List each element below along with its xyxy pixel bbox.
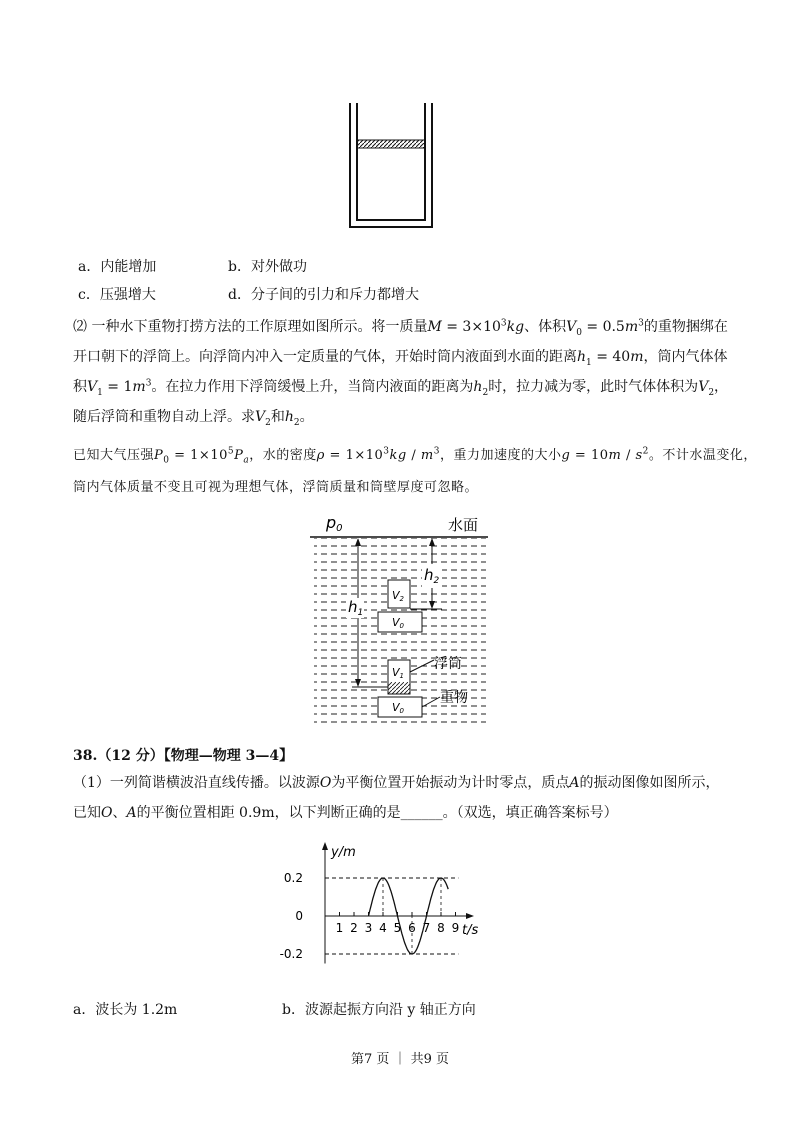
x-tick-label: 1 xyxy=(335,921,344,935)
q38-1-line2: 已知O、A的平衡位置相距 0.9m，以下判断正确的是______。（双选，填正确答案标号） xyxy=(73,805,618,821)
q37-2-line3: 积$V_1 = 1m^3$。在拉力作用下浮筒缓慢上升，当筒内液面的距离为$h_2$时，拉力减为零，此时气体体积为$V_2$， xyxy=(73,378,729,398)
x-tick-label: 7 xyxy=(422,921,431,935)
y-axis-arrow xyxy=(322,842,328,850)
q37-2-text5: ，筒内气体体 xyxy=(643,349,728,365)
x-tick-label: 9 xyxy=(451,921,460,935)
q38-1-line1: （1）一列简谐横波沿直线传播。以波源O为平衡位置开始振动为计时零点，质点A的振动图像如图所示， xyxy=(73,775,720,791)
given-line1: 已知大气压强$P_0 = 1\times 10^5P_a$，水的密度$\rho = 1\times 10^3kg / m^3$，重力加速度的大小$g = 10m / s^2$。不计水温变化， xyxy=(73,446,757,466)
option-c: c．压强增大 xyxy=(78,287,156,303)
q37-2-text4: 开口朝下的浮筒上。向浮筒内冲入一定质量的气体，开始时筒内液面到水面的距离 xyxy=(73,349,577,365)
v0-lower-label: V0 xyxy=(392,701,404,715)
y-tick-label: 0 xyxy=(295,909,303,923)
given-text3: ，重力加速度的大小 xyxy=(439,448,562,463)
q37-2-text11: 和 xyxy=(270,409,285,425)
given-line2: 筒内气体质量不变且可视为理想气体，浮筒质量和筒壁厚度可忽略。 xyxy=(73,480,479,495)
float-v1-water xyxy=(388,682,410,694)
v1-label: V1 xyxy=(392,666,404,680)
option-b: b．对外做功 xyxy=(228,259,307,275)
q37-2-text9: ， xyxy=(714,379,729,395)
x-tick-label: 2 xyxy=(350,921,358,935)
q37-2-text1: 一种水下重物打捞方法的工作原理如图所示。将一质量 xyxy=(87,319,428,335)
q37-2-text10: 随后浮筒和重物自动上浮。求 xyxy=(73,409,255,425)
p0-label: p0 xyxy=(326,513,343,534)
cylinder-walls xyxy=(350,103,432,227)
q38-text3: 的振动图像如图所示， xyxy=(579,775,720,791)
float-label: 浮筒 xyxy=(434,656,462,672)
q38-text5: 、 xyxy=(112,805,127,821)
q38-text4: 已知 xyxy=(73,805,101,821)
v2-label: V2 xyxy=(392,589,404,603)
piston xyxy=(357,140,425,148)
option-a: a．内能增加 xyxy=(78,259,157,275)
q37-2-text12: 。 xyxy=(299,409,314,425)
q37-2-line2: 开口朝下的浮筒上。向浮筒内冲入一定质量的气体，开始时筒内液面到水面的距离$h_1 = 40m$，筒内气体体 xyxy=(73,349,728,368)
h1-label: $h_1$ xyxy=(348,598,364,618)
given-text2: ，水的密度 xyxy=(249,448,317,463)
q38-text1: （1）一列简谐横波沿直线传播。以波源 xyxy=(73,775,320,791)
q38-text6: 的平衡位置相距 0.9m，以下判断正确的是______。（双选，填正确答案标号） xyxy=(136,805,618,821)
q38-header: 38.（12 分）【物理—物理 3—4】 xyxy=(73,748,294,764)
q37-2-text6: 积 xyxy=(73,379,87,395)
weight-label: 重物 xyxy=(440,690,468,706)
y-axis-label: y/m xyxy=(331,845,356,860)
q37-2-text2: 、体积 xyxy=(524,319,567,335)
x-tick-label: 5 xyxy=(393,921,402,935)
q37-2-text8: 时，拉力减为零，此时气体体积为 xyxy=(488,379,699,395)
q37-2-line4: 随后浮筒和重物自动上浮。求$V_2$和$h_2$。 xyxy=(73,409,314,428)
q38-option-b: b．波源起振方向沿 y 轴正方向 xyxy=(282,1002,476,1018)
given-conditions xyxy=(73,440,763,504)
y-tick-label: -0.2 xyxy=(279,947,303,961)
x-axis-label: t/s xyxy=(462,923,479,938)
water-surface-label: 水面 xyxy=(448,516,479,534)
cylinder-figure xyxy=(340,95,440,235)
q38-option-a: a．波长为 1.2m xyxy=(73,1002,178,1018)
x-tick-label: 6 xyxy=(408,921,416,935)
q38-text2: 为平衡位置开始振动为计时零点，质点 xyxy=(331,775,570,791)
question-number: ⑵ xyxy=(73,319,87,335)
given-text4: 。不计水温变化， xyxy=(648,448,757,463)
x-tick-label: 3 xyxy=(364,921,373,935)
q38-1 xyxy=(73,768,773,828)
q37-2-text7: 。在拉力作用下浮筒缓慢上升，当筒内液面的距离为 xyxy=(151,379,474,395)
x-tick-label: 4 xyxy=(379,921,387,935)
y-tick-label: 0.2 xyxy=(283,871,303,885)
vibration-chart xyxy=(279,838,525,978)
q37-2-line1: ⑵ 一种水下重物打捞方法的工作原理如图所示。将一质量$M = 3\times 10^3kg$、体积$V_0 = 0.5m^3$的重物捆绑在 xyxy=(73,318,728,338)
option-d: d．分子间的引力和斥力都增大 xyxy=(228,287,419,303)
given-text1: 已知大气压强 xyxy=(73,448,155,463)
page-footer: 第7 页 ｜ 共9 页 xyxy=(350,1052,450,1067)
salvage-figure xyxy=(300,510,500,735)
x-axis-arrow xyxy=(466,913,474,919)
v0-upper-label: V0 xyxy=(392,616,404,630)
question-37-2 xyxy=(73,312,753,432)
q37-2-text3: 的重物捆绑在 xyxy=(643,319,728,335)
x-tick-label: 8 xyxy=(437,921,445,935)
h2-label: $h_2$ xyxy=(424,566,440,586)
